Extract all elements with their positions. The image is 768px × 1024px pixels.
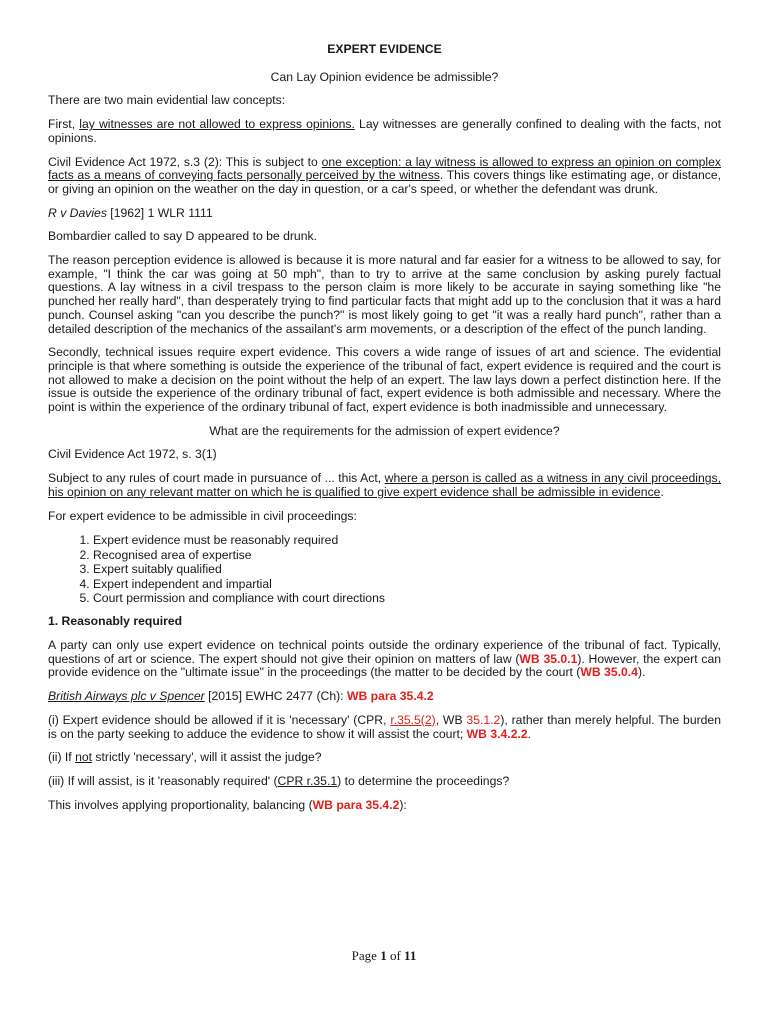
- text-run: .: [527, 726, 532, 741]
- intro-paragraph: There are two main evidential law concepts:: [48, 93, 286, 108]
- technical-issues-paragraph: Secondly, technical issues require expert evidence. This covers a wide range of issues of art and science. The evidential principle is that where something is outside the experience of the tribunal of fact, expert evidence is required and the court is not allowed to make a decision on the point without the help of an expert. The law lays down a perfect distinction here. If the issue is outside the experience of the ordinary tribunal of fact, expert evidence is both admissible and necessary. Where the point is within the experience of the ordinary tribunal of fact, expert evidence is both inadmissible and unnecessary.: [48, 345, 721, 415]
- list-item: 3. Expert suitably qualified: [93, 562, 721, 576]
- reasonably-required-test-paragraph: [48, 775, 721, 789]
- underlined-text: not: [75, 750, 93, 765]
- underlined-text: one exception: a lay witness is allowed to express an opinion on complex facts as a means of conveying facts personally perceived by the witness: [48, 154, 722, 183]
- list-item: 4. Expert independent and impartial: [93, 577, 721, 591]
- page-footer: [0, 948, 768, 964]
- text-run: ):: [399, 797, 407, 812]
- statute-reference: Civil Evidence Act 1972, s. 3(1): [48, 447, 217, 462]
- wb-reference: WB para 35.4.2: [312, 797, 400, 812]
- exception-paragraph: [48, 156, 721, 197]
- text-run: ).: [637, 665, 646, 680]
- list-item: 2. Recognised area of expertise: [93, 548, 721, 562]
- reasonably-required-paragraph: [48, 639, 721, 680]
- proportionality-paragraph: [48, 799, 721, 813]
- case-cite: [2015] EWHC 2477 (Ch): [204, 689, 341, 704]
- document-subtitle: Can Lay Opinion evidence be admissible?: [270, 69, 499, 84]
- text-run: First,: [48, 117, 80, 132]
- page-label: of: [386, 948, 405, 963]
- list-item: 1. Expert evidence must be reasonably required: [93, 533, 721, 547]
- requirements-question: What are the requirements for the admission of expert evidence?: [209, 423, 560, 438]
- text-run: .: [660, 484, 664, 499]
- case-citation: [48, 690, 721, 704]
- text-run: This involves applying proportionality, balancing (: [48, 797, 313, 812]
- page-label: Page: [351, 948, 381, 963]
- text-run: ). However, the expert can provide evidence on the "ultimate issue" in the proceedings (the matter to be decided by the court (: [48, 651, 722, 680]
- requirements-list: [48, 533, 721, 605]
- section-heading: 1. Reasonably required: [48, 614, 183, 629]
- wb-reference: WB para 35.4.2: [346, 689, 434, 704]
- text-run: ) to determine the proceedings?: [337, 773, 510, 788]
- case-citation: [48, 207, 721, 221]
- wb-reference: WB 35.0.4: [580, 665, 638, 680]
- case-name: R v Davies: [48, 205, 107, 220]
- text-run: ), rather than merely helpful. The burden is on the party seeking to adduce the evidence to show it will assist the court;: [48, 712, 721, 741]
- necessity-paragraph: [48, 714, 721, 741]
- text-run: Lay witnesses are generally confined to dealing with the facts, not opinions.: [48, 117, 721, 145]
- wb-reference: WB 3.4.2.2: [466, 726, 528, 741]
- assist-judge-paragraph: [48, 751, 721, 765]
- perception-paragraph: The reason perception evidence is allowed is because it is more natural and far easier for a witness to be allowed to say, for example, "I think the car was going at 50 mph", than to try to arrive at the same conclusion by asking purely factual questions. A lay witness in a civil trespass to the person claim is more likely to be accurate in saying something like "he punched her really hard", than desperately trying to find particular facts that might add up to the conclusion that it was a hard punch. Counsel asking "can you describe the punch?" is most likely going to get "it was a really hard punch", rather than a detailed description of the mechanics of the assailant's arm movements, or a description of the effect of the punch landing.: [48, 253, 721, 336]
- wb-reference: WB 35.0.1: [519, 651, 578, 666]
- text-run: Civil Evidence Act 1972, s.3 (2): This is subject to: [48, 154, 322, 169]
- text-run: (ii) If: [48, 750, 76, 765]
- document-page: [48, 43, 721, 822]
- wb-reference: 35.1.2: [466, 712, 501, 727]
- text-run: :: [340, 689, 347, 704]
- text-run: A party can only use expert evidence on technical points outside the ordinary experience of the tribunal of fact. Typically, questions of art or science. The expert should not give their opinion on matters of law (: [48, 638, 721, 666]
- text-run: (i) Expert evidence should be allowed if it is 'necessary' (CPR,: [48, 712, 391, 727]
- cpr-reference: r.35.5(2): [390, 712, 436, 727]
- cpr-reference: CPR r.35.1: [277, 773, 338, 788]
- list-item: 5. Court permission and compliance with court directions: [93, 591, 721, 605]
- document-title: EXPERT EVIDENCE: [327, 42, 442, 56]
- underlined-text: where a person is called as a witness in any civil proceedings, his opinion on any relevant matter on which he is qualified to give expert evidence shall be admissible in evidence: [48, 471, 721, 499]
- text-run: (iii) If will assist, is it 'reasonably required' (: [48, 773, 278, 788]
- text-run: . This covers things like estimating age, or distance, or giving an opinion on the weather on the day in question, or a car's speed, or whether the defendant was drunk.: [48, 168, 721, 196]
- case-summary: Bombardier called to say D appeared to be drunk.: [48, 229, 317, 244]
- list-intro: For expert evidence to be admissible in civil proceedings:: [48, 508, 357, 523]
- current-page-number: 1: [380, 948, 387, 963]
- text-run: , WB: [435, 712, 467, 727]
- first-concept-paragraph: [48, 118, 721, 145]
- text-run: Subject to any rules of court made in pursuance of ... this Act,: [48, 471, 385, 486]
- text-run: strictly 'necessary', will it assist the judge?: [92, 750, 322, 765]
- statute-quote-paragraph: [48, 472, 721, 499]
- case-name: British Airways plc v Spencer: [48, 689, 205, 704]
- underlined-text: lay witnesses are not allowed to express opinions.: [79, 117, 355, 132]
- case-cite: [1962] 1 WLR 1111: [106, 205, 213, 220]
- total-pages-number: 11: [404, 948, 417, 963]
